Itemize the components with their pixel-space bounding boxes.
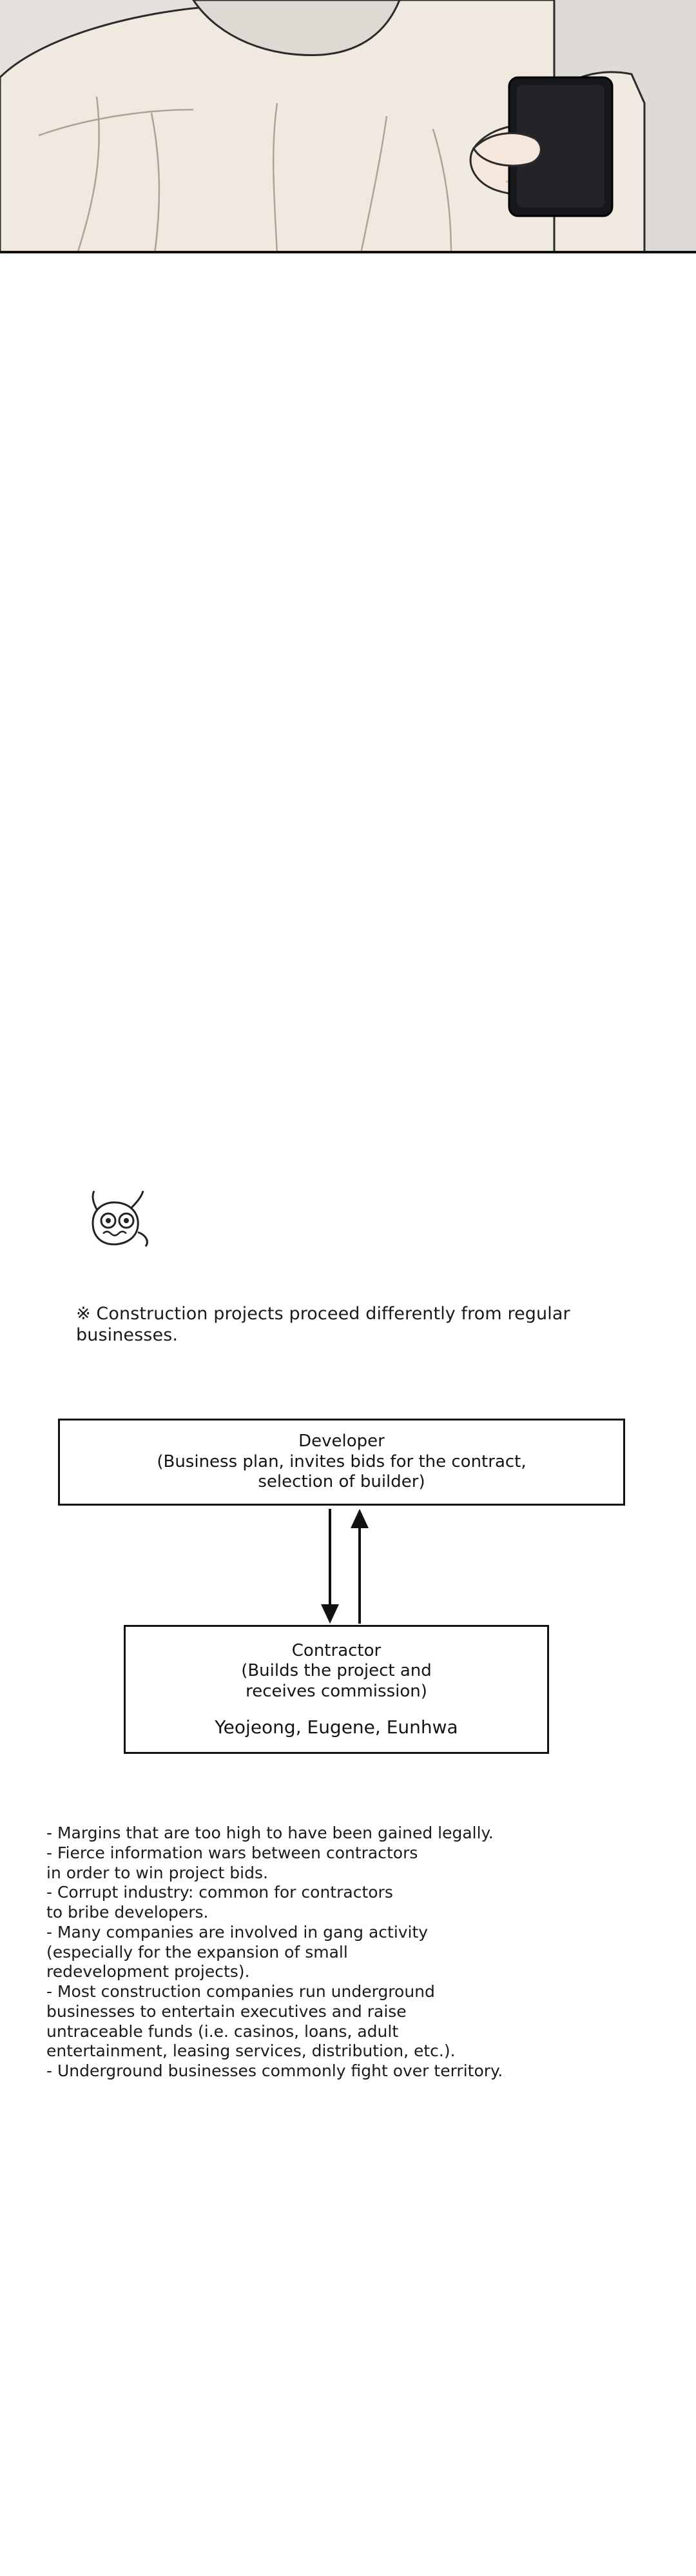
- note-line: - Corrupt industry: common for contractors: [46, 1883, 393, 1902]
- contractor-description-line-1: (Builds the project and: [241, 1661, 432, 1681]
- note-line: - Many companies are involved in gang activity: [46, 1922, 429, 1942]
- panel-divider: [0, 251, 696, 253]
- contractor-title: Contractor: [291, 1640, 382, 1660]
- note-line: - Most construction companies run underground: [46, 1982, 435, 2001]
- industry-notes-list: [46, 1824, 659, 2081]
- confused-face-doodle: [84, 1190, 155, 1254]
- note-line: untraceable funds (i.e. casinos, loans, adult: [46, 2021, 399, 2041]
- developer-description-line-1: (Business plan, invites bids for the contract,: [157, 1451, 527, 1471]
- panel-artwork: [0, 0, 696, 253]
- note-line: - Margins that are too high to have been gained legally.: [46, 1824, 494, 1842]
- note-line: businesses to entertain executives and raise: [46, 2001, 407, 2021]
- note-line: - Underground businesses commonly fight over territory.: [46, 2061, 503, 2080]
- note-line: entertainment, leasing services, distribution, etc.).: [46, 2041, 456, 2061]
- developer-title: Developer: [298, 1431, 385, 1451]
- contractor-description-line-2: receives commission): [246, 1682, 427, 1702]
- diagram-box-contractor: [124, 1625, 549, 1754]
- note-line: in order to win project bids.: [46, 1863, 268, 1882]
- contractor-members: Yeojeong, Eugene, Eunhwa: [215, 1716, 458, 1738]
- comic-panel-illustration: [0, 0, 696, 253]
- note-line: to bribe developers.: [46, 1903, 209, 1922]
- construction-note-text: ※ Construction projects proceed differently from regular businesses.: [76, 1304, 570, 1345]
- diagram-box-developer: [58, 1419, 625, 1506]
- note-line: - Fierce information wars between contractors: [46, 1843, 418, 1862]
- note-line: (especially for the expansion of small: [46, 1942, 348, 1961]
- developer-description-line-2: selection of builder): [258, 1472, 425, 1492]
- diagram-connectors: [296, 1506, 393, 1626]
- note-line: redevelopment projects).: [46, 1962, 250, 1981]
